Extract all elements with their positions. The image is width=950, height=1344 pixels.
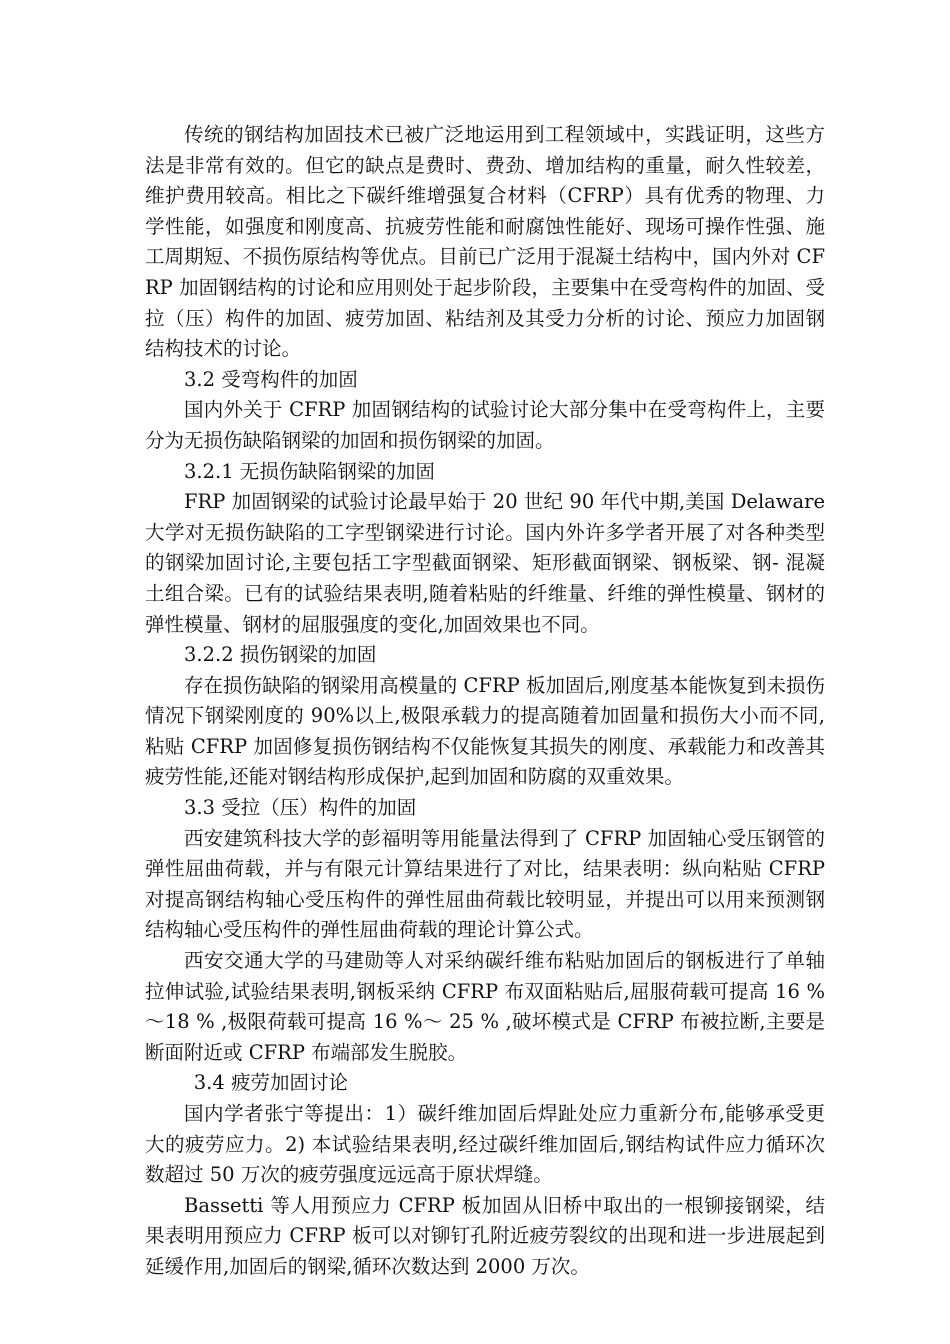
paragraph-3-2-2: 存在损伤缺陷的钢梁用高模量的 CFRP 板加固后,刚度基本能恢复到未损伤情况下钢梁刚度的 90%以上,极限承载力的提高随着加固量和损伤大小而不同,粘贴 CFRP 加固修复损伤钢结构不仅能恢复其损失的刚度、承载能力和改善其疲劳性能,还能对钢结构形成保护,起到加固和防腐的双重效果。: [145, 673, 825, 789]
paragraph-3-3-b: 西安交通大学的马建勋等人对采纳碳纤维布粘贴加固后的钢板进行了单轴拉伸试验,试验结果表明,钢板采纳 CFRP 布双面粘贴后,屈服荷载可提高 16 %～18 % ,极限荷载可提高 16 %～ 25 % ,破坏模式是 CFRP 布被拉断,主要是断面附近或 CFRP 布端部发生脱胶。: [145, 949, 825, 1064]
paragraph-3-4-b: Bassetti 等人用预应力 CFRP 板加固从旧桥中取出的一根铆接钢梁，结果表明用预应力 CFRP 板可以对铆钉孔附近疲劳裂纹的出现和进一步进展起到延缓作用,加固后的钢梁,循环次数达到 2000 万次。: [145, 1193, 825, 1278]
paragraph-3-3-a: 西安建筑科技大学的彭福明等用能量法得到了 CFRP 加固轴心受压钢管的弹性屈曲荷载，并与有限元计算结果进行了对比，结果表明：纵向粘贴 CFRP 对提高钢结构轴心受压构件的弹性屈曲荷载比较明显，并提出可以用来预测钢结构轴心受压构件的弹性屈曲荷载的理论计算公式。: [145, 826, 825, 942]
paragraph-3-4-a: 国内学者张宁等提出：1）碳纤维加固后焊趾处应力重新分布,能够承受更大的疲劳应力。2) 本试验结果表明,经过碳纤维加固后,钢结构试件应力循环次数超过 50 万次的疲劳强度远远高于原状焊缝。: [145, 1102, 825, 1187]
paragraph-intro: 传统的钢结构加固技术已被广泛地运用到工程领域中，实践证明，这些方法是非常有效的。但它的缺点是费时、费劲、增加结构的重量，耐久性较差，维护费用较高。相比之下碳纤维增强复合材料（CFRP）具有优秀的物理、力学性能，如强度和刚度高、抗疲劳性能和耐腐蚀性能好、现场可操作性强、施工周期短、不损伤原结构等优点。目前已广泛用于混凝土结构中，国内外对 CFRP 加固钢结构的讨论和应用则处于起步阶段，主要集中在受弯构件的加固、受拉（压）构件的加固、疲劳加固、粘结剂及其受力分析的讨论、预应力加固钢结构技术的讨论。: [145, 123, 825, 361]
section-heading-3-2: 3.2 受弯构件的加固: [184, 367, 358, 391]
section-heading-3-3: 3.3 受拉（压）构件的加固: [184, 796, 417, 820]
section-heading-3-2-1: 3.2.1 无损伤缺陷钢梁的加固: [184, 459, 435, 483]
section-heading-3-4: 3.4 疲劳加固讨论: [193, 1071, 348, 1095]
paragraph-3-2: 国内外关于 CFRP 加固钢结构的试验讨论大部分集中在受弯构件上，主要分为无损伤缺陷钢梁的加固和损伤钢梁的加固。: [145, 398, 825, 452]
paragraph-3-2-1: FRP 加固钢梁的试验讨论最早始于 20 世纪 90 年代中期,美国 Delaware 大学对无损伤缺陷的工字型钢梁进行讨论。国内外许多学者开展了对各种类型的钢梁加固讨论,主要包括工字型截面钢梁、矩形截面钢梁、钢板梁、钢- 混凝土组合梁。已有的试验结果表明,随着粘贴的纤维量、纤维的弹性模量、钢材的弹性模量、钢材的屈服强度的变化,加固效果也不同。: [145, 490, 825, 636]
document-body: [145, 120, 825, 1283]
section-heading-3-2-2: 3.2.2 损伤钢梁的加固: [184, 643, 377, 667]
